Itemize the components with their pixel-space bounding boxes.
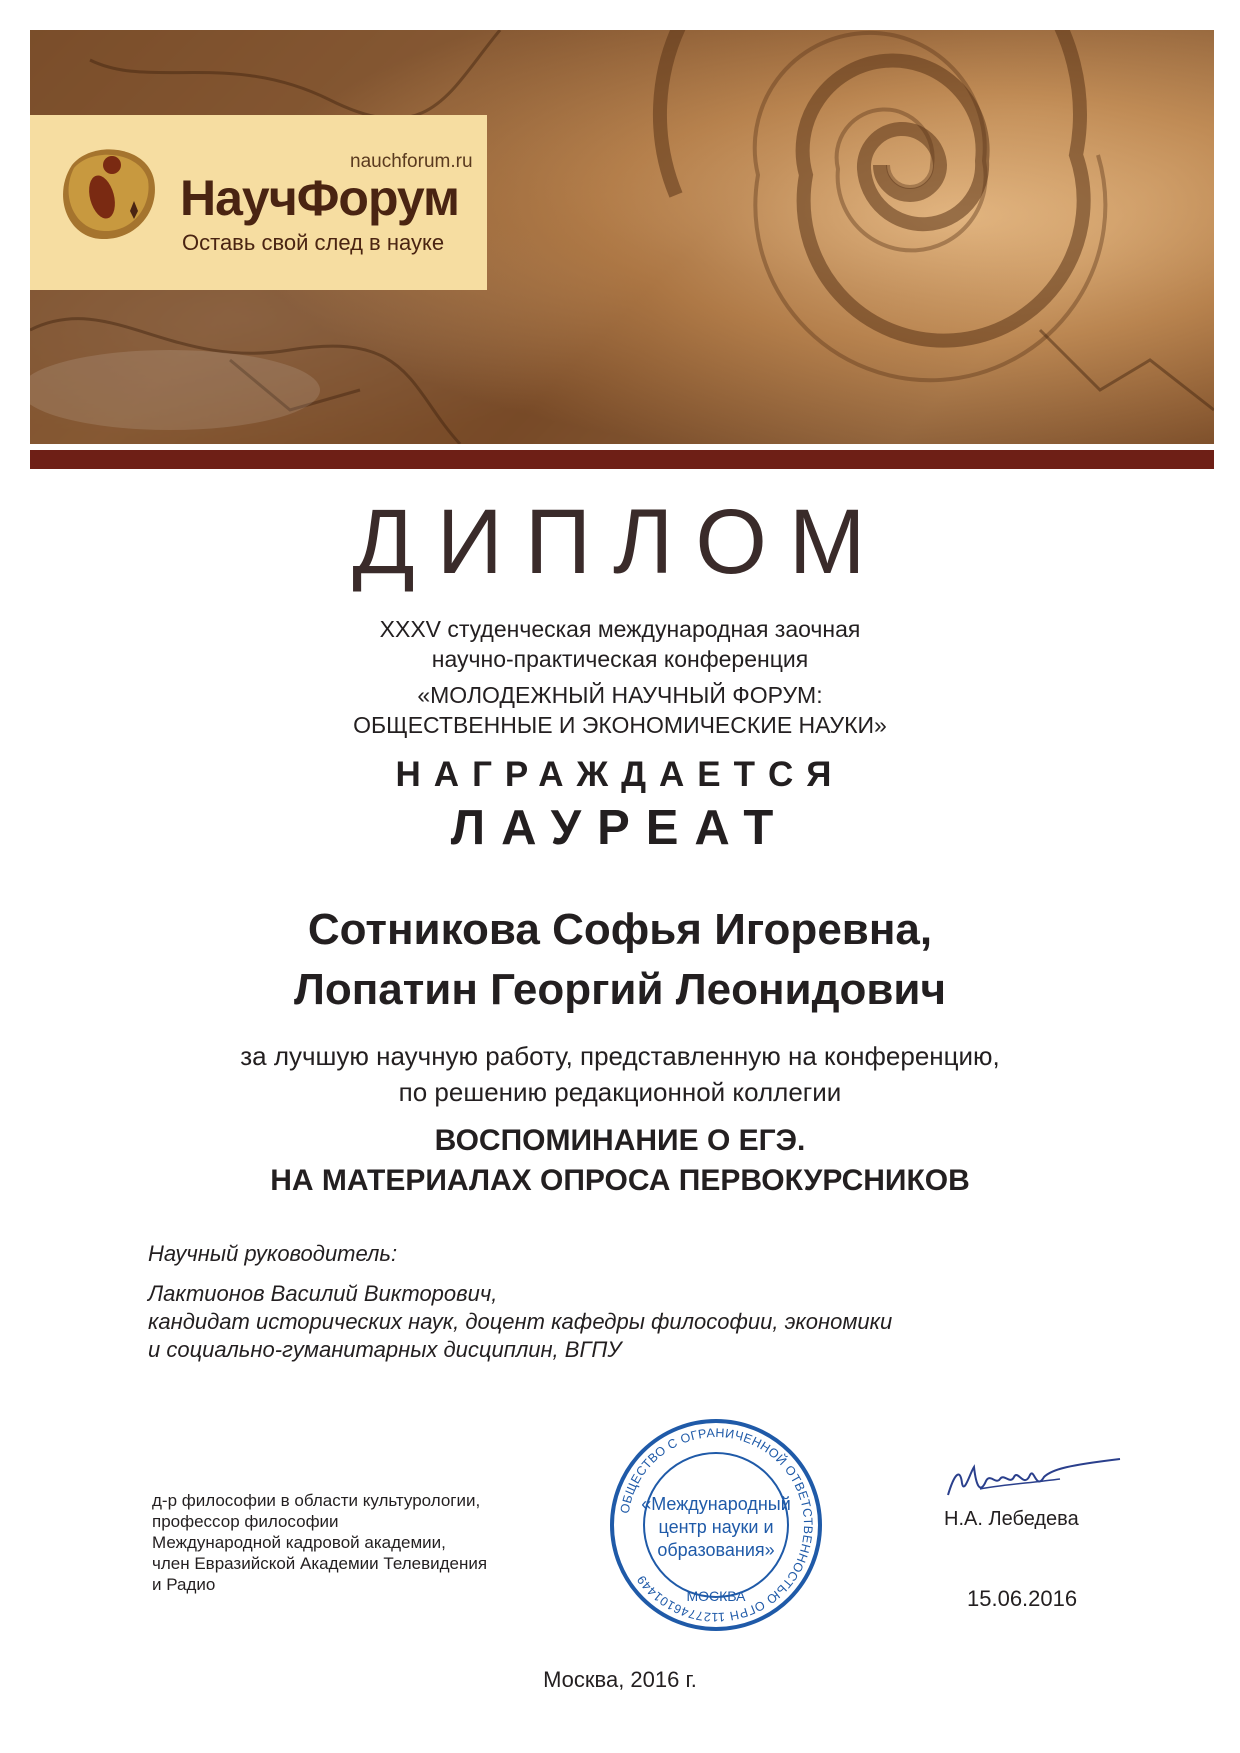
- stamp-bottom-text: МОСКВА: [686, 1588, 746, 1604]
- divider-stripe: [30, 450, 1214, 469]
- reason-line: по решению редакционной коллегии: [398, 1077, 842, 1107]
- supervisor-line: и социально-гуманитарных дисциплин, ВГПУ: [148, 1337, 622, 1362]
- awarded-label: НАГРАЖДАЕТСЯ: [395, 755, 845, 794]
- work-title-line: НА МАТЕРИАЛАХ ОПРОСА ПЕРВОКУРСНИКОВ: [270, 1164, 970, 1197]
- logo-box: [30, 115, 487, 290]
- rank-label: ЛАУРЕАТ: [450, 801, 790, 855]
- stamp-center-line: «Международный: [641, 1494, 791, 1514]
- diploma-title: ДИПЛОМ: [352, 491, 888, 593]
- supervisor-block: [148, 1240, 892, 1364]
- work-title: [0, 1121, 1240, 1201]
- chair-line: член Евразийской Академии Телевидения: [152, 1554, 488, 1573]
- chair-credentials: [152, 1490, 487, 1595]
- supervisor-label: Научный руководитель:: [148, 1241, 398, 1266]
- chair-line: Международной кадровой академии,: [152, 1533, 446, 1552]
- reason-line: за лучшую научную работу, представленную на конференцию,: [240, 1041, 1000, 1071]
- logo-name: НаучФорум: [180, 170, 459, 226]
- stamp-center-line: образования»: [657, 1540, 775, 1560]
- award-reason: [0, 1038, 1240, 1110]
- conference-line: XXXV студенческая международная заочная: [379, 616, 861, 642]
- work-title-line: ВОСПОМИНАНИЕ О ЕГЭ.: [434, 1124, 806, 1157]
- footprint-stone-icon: [52, 135, 162, 250]
- issue-date: 15.06.2016: [967, 1586, 1078, 1611]
- conference-info: [0, 614, 1240, 740]
- logo-site: nauchforum.ru: [350, 151, 473, 172]
- chair-line: д-р философии в области культурологии,: [152, 1491, 481, 1510]
- stamp-ring-text: ОБЩЕСТВО С ОГРАНИЧЕННОЙ ОТВЕТСТВЕННОСТЬЮ ОГРН 1127746101449: [617, 1425, 816, 1625]
- conference-line: «МОЛОДЕЖНЫЙ НАУЧНЫЙ ФОРУМ:: [417, 682, 823, 708]
- handwritten-signature: [940, 1455, 1130, 1515]
- stamp-center-line: центр науки и: [658, 1517, 774, 1537]
- official-stamp: [606, 1415, 826, 1640]
- supervisor-line: Лактионов Василий Викторович,: [148, 1281, 498, 1306]
- recipient-name: Сотникова Софья Игоревна,: [307, 905, 933, 954]
- logo-slogan: Оставь свой след в науке: [182, 230, 445, 255]
- recipient-name: Лопатин Георгий Леонидович: [293, 965, 947, 1014]
- conference-line: ОБЩЕСТВЕННЫЕ И ЭКОНОМИЧЕСКИЕ НАУКИ»: [353, 712, 887, 738]
- header-banner: [30, 30, 1214, 444]
- chair-line: и Радио: [152, 1575, 216, 1594]
- conference-line: научно-практическая конференция: [431, 646, 809, 672]
- signer-name: Н.А. Лебедева: [944, 1508, 1079, 1530]
- recipient-names: [0, 900, 1240, 1020]
- supervisor-line: кандидат исторических наук, доцент кафедры философии, экономики: [148, 1309, 893, 1334]
- chair-line: профессор философии: [152, 1512, 339, 1531]
- place-year: Москва, 2016 г.: [543, 1667, 697, 1692]
